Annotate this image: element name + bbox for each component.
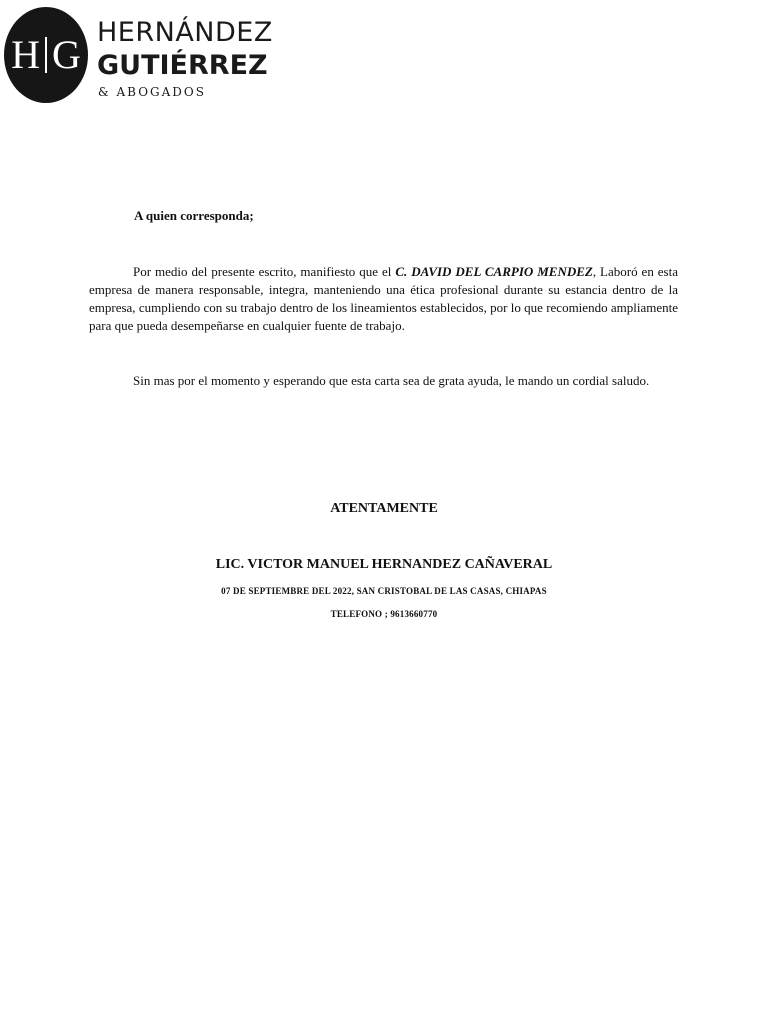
- paragraph1-body: , Laboró en esta empresa de manera responsable, integra, manteniendo una ética profesional durante su estancia dentro de la empresa, cumpliendo con su trabajo dentro de los lineamientos establecidos, por lo que recomiendo ampliamente para que pueda desempeñarse en cualquier fuente de trabajo.: [89, 264, 678, 333]
- monogram-h: H: [11, 32, 40, 77]
- date-place: 07 DE SEPTIEMBRE DEL 2022, SAN CRISTOBAL DE LAS CASAS, CHIAPAS: [221, 586, 547, 596]
- logo-monogram: [11, 32, 81, 77]
- firm-name-line2: GUTIÉRREZ: [97, 50, 268, 81]
- firm-logo: [4, 7, 88, 103]
- paragraph1-intro: Por medio del presente escrito, manifiesto que el: [133, 264, 396, 279]
- firm-name-line1: HERNÁNDEZ: [97, 17, 273, 48]
- signer-name: LIC. VICTOR MANUEL HERNANDEZ CAÑAVERAL: [215, 557, 553, 572]
- employee-name: C. DAVID DEL CARPIO MENDEZ: [395, 264, 593, 279]
- monogram-g: G: [52, 32, 81, 77]
- monogram-divider: [45, 37, 47, 73]
- paragraph-closing: [89, 372, 678, 390]
- paragraph2-text: Sin mas por el momento y esperando que esta carta sea de grata ayuda, le mando un cordial saludo.: [133, 373, 650, 388]
- paragraph-recommendation: [89, 263, 678, 335]
- firm-name-line3: & ABOGADOS: [98, 85, 206, 99]
- phone-number: TELEFONO ; 9613660770: [330, 609, 438, 619]
- closing-word: ATENTAMENTE: [330, 501, 438, 516]
- salutation: A quien corresponda;: [134, 208, 254, 223]
